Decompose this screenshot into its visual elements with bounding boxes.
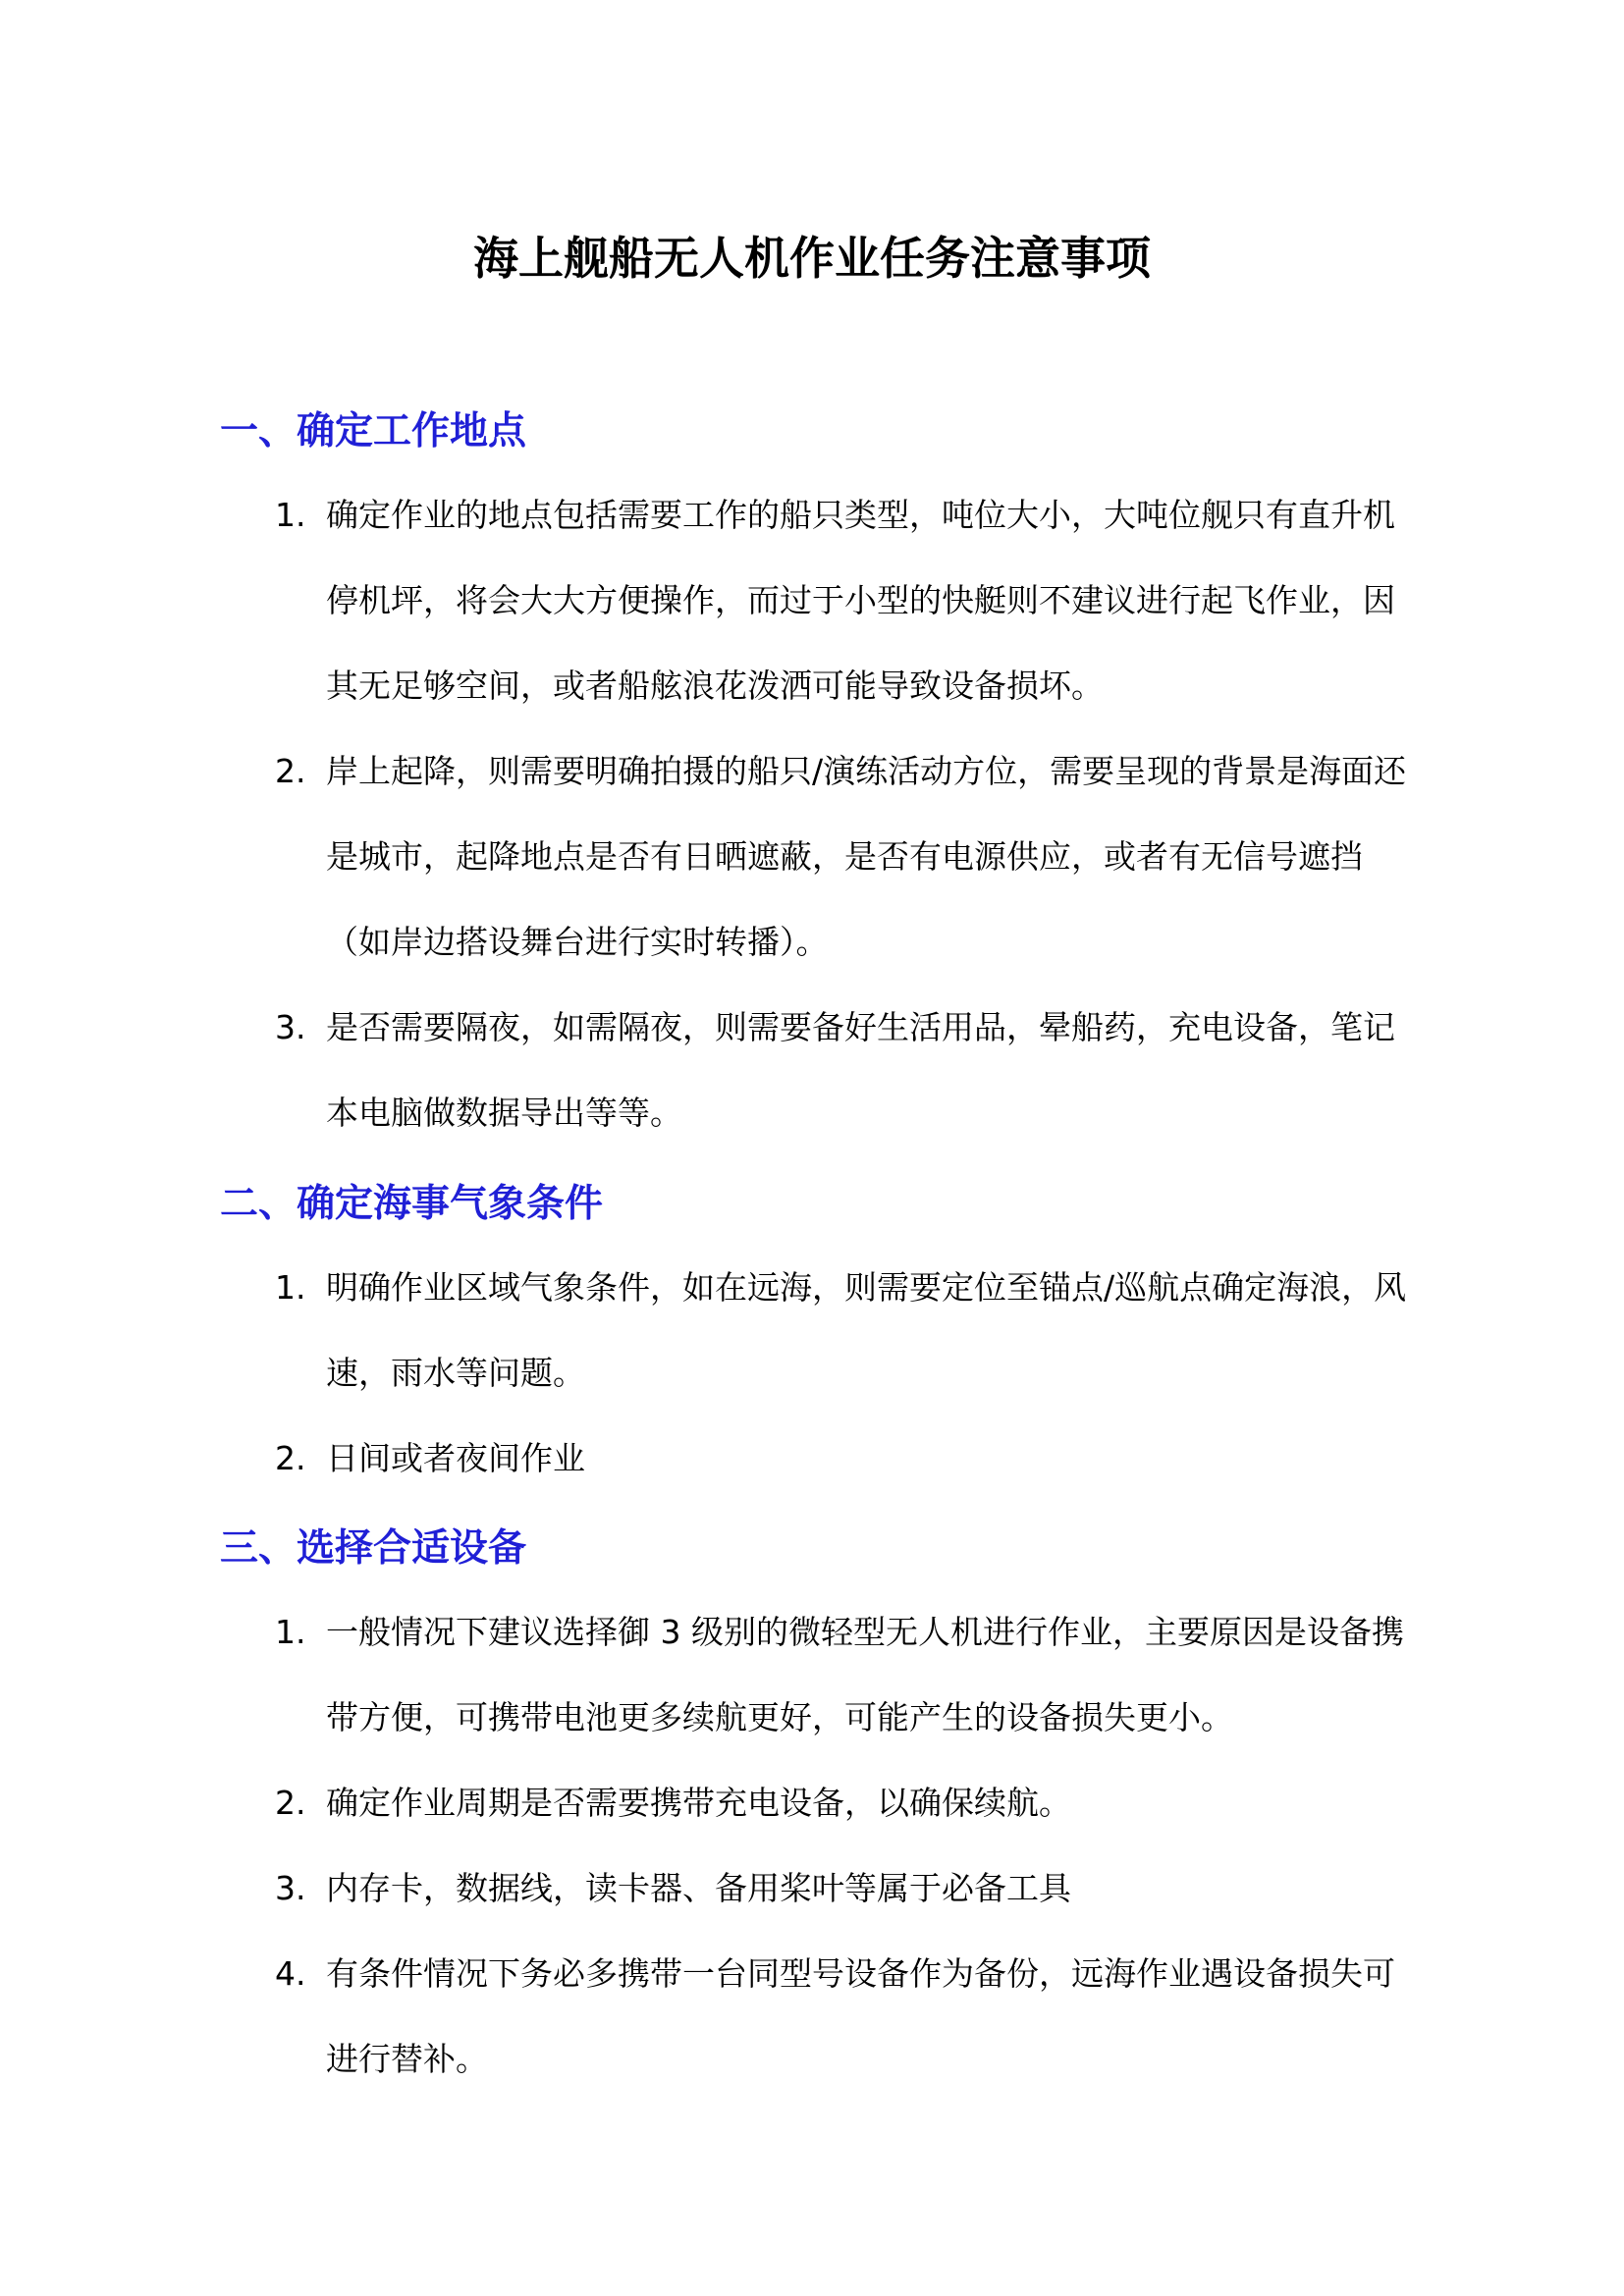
- item-text: 本电脑做数据导出等等。: [326, 1094, 682, 1132]
- list-item: [275, 728, 1434, 985]
- item-text: 日间或者夜间作业: [326, 1439, 585, 1477]
- item-text: 内存卡，数据线，读卡器、备用桨叶等属于必备工具: [326, 1869, 1071, 1907]
- item-text: 是否需要隔夜，如需隔夜，则需要备好生活用品，晕船药，充电设备，笔记: [326, 1008, 1395, 1046]
- item-text: 确定作业周期是否需要携带充电设备，以确保续航。: [326, 1784, 1071, 1822]
- item-text: 明确作业区域气象条件，如在远海，则需要定位至锚点/巡航点确定海浪，风: [326, 1268, 1407, 1307]
- item-text: 有条件情况下务必多携带一台同型号设备作为备份，远海作业遇设备损失可: [326, 1954, 1395, 1993]
- item-text: 带方便，可携带电池更多续航更好，可能产生的设备损失更小。: [326, 1698, 1233, 1736]
- document-title: 海上舰船无人机作业任务注意事项: [473, 232, 1151, 285]
- list-item: [275, 1415, 1434, 1501]
- item-number: 1.: [275, 1268, 306, 1307]
- item-number: 3.: [275, 1008, 306, 1046]
- item-number: 2.: [275, 752, 306, 790]
- item-number: 4.: [275, 1954, 306, 1993]
- item-text: 速，雨水等问题。: [326, 1354, 585, 1392]
- item-text: 确定作业的地点包括需要工作的船只类型，吨位大小，大吨位舰只有直升机: [326, 496, 1395, 534]
- item-text: 其无足够空间，或者船舷浪花泼洒可能导致设备损坏。: [326, 667, 1104, 705]
- list-item: [275, 1589, 1434, 1760]
- list-item: [275, 1760, 1434, 1845]
- section-heading: 三、选择合适设备: [220, 1526, 527, 1571]
- item-text: 是城市，起降地点是否有日晒遮蔽，是否有电源供应，或者有无信号遮挡: [326, 837, 1363, 876]
- item-text: 进行替补。: [326, 2040, 488, 2078]
- item-text: （如岸边搭设舞台进行实时转播）。: [326, 923, 829, 961]
- item-number: 1.: [275, 1613, 306, 1651]
- list-item: [275, 1245, 1434, 1415]
- list-item: [275, 1845, 1434, 1931]
- list-item: [275, 472, 1434, 728]
- list-item: [275, 985, 1434, 1155]
- section-heading: 一、确定工作地点: [220, 409, 527, 454]
- item-number: 1.: [275, 496, 306, 534]
- item-number: 2.: [275, 1784, 306, 1822]
- item-text: 停机坪，将会大大方便操作，而过于小型的快艇则不建议进行起飞作业，因: [326, 581, 1395, 619]
- list-item: [275, 1931, 1434, 2102]
- item-text: 岸上起降，则需要明确拍摄的船只/演练活动方位，需要呈现的背景是海面还: [326, 752, 1407, 790]
- item-number: 3.: [275, 1869, 306, 1907]
- item-number: 2.: [275, 1439, 306, 1477]
- item-text: 一般情况下建议选择御 3 级别的微轻型无人机进行作业，主要原因是设备携: [326, 1613, 1404, 1651]
- section-heading: 二、确定海事气象条件: [220, 1182, 604, 1226]
